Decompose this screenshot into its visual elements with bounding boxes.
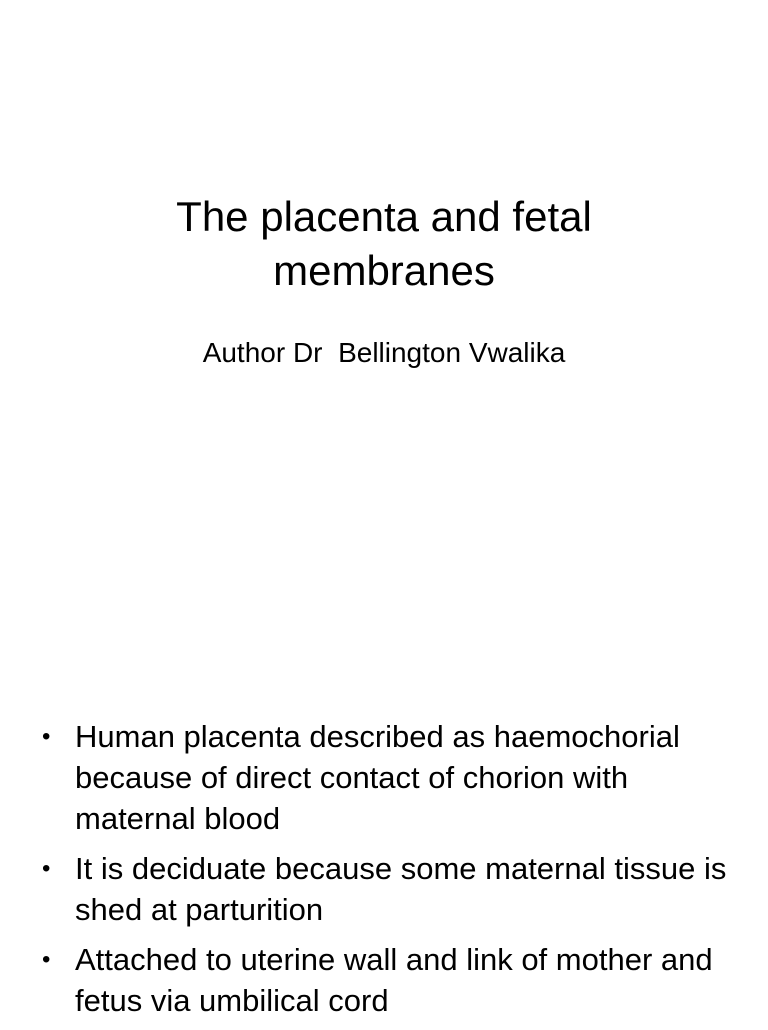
bullet-item	[38, 716, 738, 839]
slide-title: The placenta and fetal membranes	[176, 193, 592, 294]
bullet-dot-icon: •	[42, 855, 51, 882]
bullet-item	[38, 939, 738, 1021]
bullet-dot-icon: •	[42, 723, 51, 750]
bullet-text: Human placenta described as haemochorial because of direct contact of chorion with maternal blood	[75, 719, 680, 836]
slide-subtitle: Author Dr Bellington Vwalika	[202, 337, 566, 368]
bullet-list	[38, 716, 738, 1030]
bullet-text: Attached to uterine wall and link of mother and fetus via umbilical cord	[75, 942, 713, 1018]
bullet-dot-icon: •	[42, 946, 51, 973]
bullet-item	[38, 848, 738, 930]
bullet-text: It is deciduate because some maternal tissue is shed at parturition	[75, 851, 727, 927]
